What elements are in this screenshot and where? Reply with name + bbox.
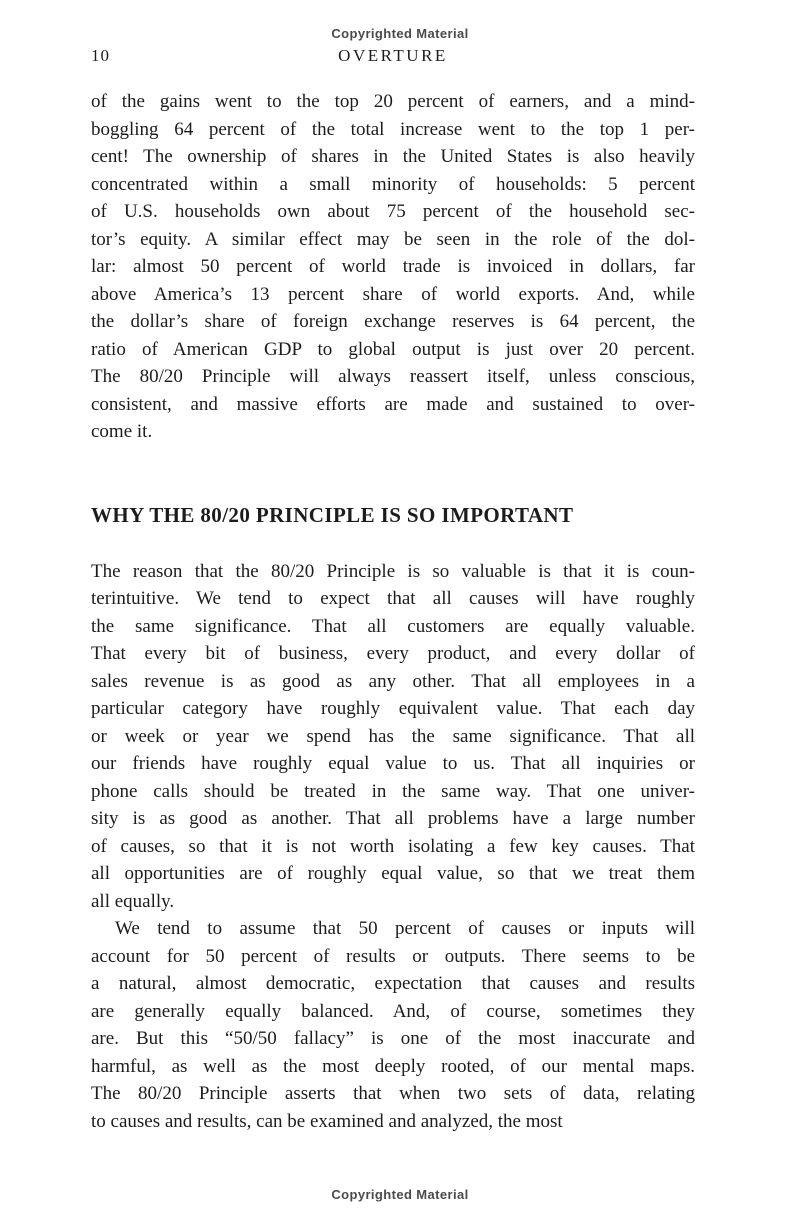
text-line: come it. [91,421,153,442]
text-line: or week or year we spend has the same significance. That all [91,725,695,747]
text-line: We tend to assume that 50 percent of causes or inputs will [115,918,695,939]
text-line: of U.S. households own about 75 percent of the household sec- [91,201,695,222]
text-line: phone calls should be treated in the same way. That one univer- [91,780,695,802]
text-line: The 80/20 Principle asserts that when two sets of data, relating [91,1083,695,1104]
text-line: concentrated within a small minority of households: 5 percent [91,173,695,195]
text-line: a natural, almost democratic, expectation that causes and results [91,973,695,994]
text-line: the same significance. That all customers are equally valuable. [91,615,695,637]
text-line: consistent, and massive efforts are made and sustained to over- [91,393,695,415]
text-line: sity is as good as another. That all problems have a large number [91,808,695,829]
paragraph [91,915,695,1135]
text-line: ratio of American GDP to global output is just over 20 percent. [91,338,695,360]
top-copyright-notice: Copyrighted Material [331,26,469,41]
text-line: The reason that the 80/20 Principle is so valuable is that it is coun- [91,560,695,582]
text-line: cent! The ownership of shares in the United States is also heavily [91,146,695,167]
text-line: are. But this “50/50 fallacy” is one of the most inaccurate and [91,1028,695,1049]
page-number: 10 [91,46,110,65]
paragraph [91,558,695,916]
text-line: harmful, as well as the most deeply rooted, of our mental maps. [91,1055,695,1077]
text-line: tor’s equity. A similar effect may be seen in the role of the dol- [91,228,695,250]
text-column [91,88,695,1135]
text-line: particular category have roughly equivalent value. That each day [91,698,695,719]
text-line: boggling 64 percent of the total increase went to the top 1 per- [91,118,695,140]
text-line: the dollar’s share of foreign exchange reserves is 64 percent, the [91,311,695,332]
text-line: are generally equally balanced. And, of course, sometimes they [91,1000,695,1022]
text-line: of causes, so that it is not worth isolating a few key causes. That [91,835,695,857]
text-line: That every bit of business, every product, and every dollar of [91,643,695,664]
text-line: of the gains went to the top 20 percent of earners, and a mind- [91,91,695,112]
section-heading: WHY THE 80/20 PRINCIPLE IS SO IMPORTANT [91,502,574,527]
text-line: sales revenue is as good as any other. That all employees in a [91,670,695,692]
text-line: to causes and results, can be examined and analyzed, the most [91,1110,563,1132]
text-line: terintuitive. We tend to expect that all causes will have roughly [91,588,695,609]
text-line: above America’s 13 percent share of world exports. And, while [91,283,695,305]
text-line: The 80/20 Principle will always reassert itself, unless conscious, [91,366,695,387]
text-line: all equally. [91,890,175,912]
page-header [91,46,695,70]
paragraph [91,88,695,446]
text-line: account for 50 percent of results or outputs. There seems to be [91,945,695,967]
running-head: OVERTURE [338,46,448,65]
text-line: our friends have roughly equal value to us. That all inquiries or [91,753,695,774]
bottom-copyright-notice: Copyrighted Material [331,1187,469,1202]
text-line: lar: almost 50 percent of world trade is invoiced in dollars, far [91,256,695,277]
text-line: all opportunities are of roughly equal value, so that we treat them [91,863,695,884]
